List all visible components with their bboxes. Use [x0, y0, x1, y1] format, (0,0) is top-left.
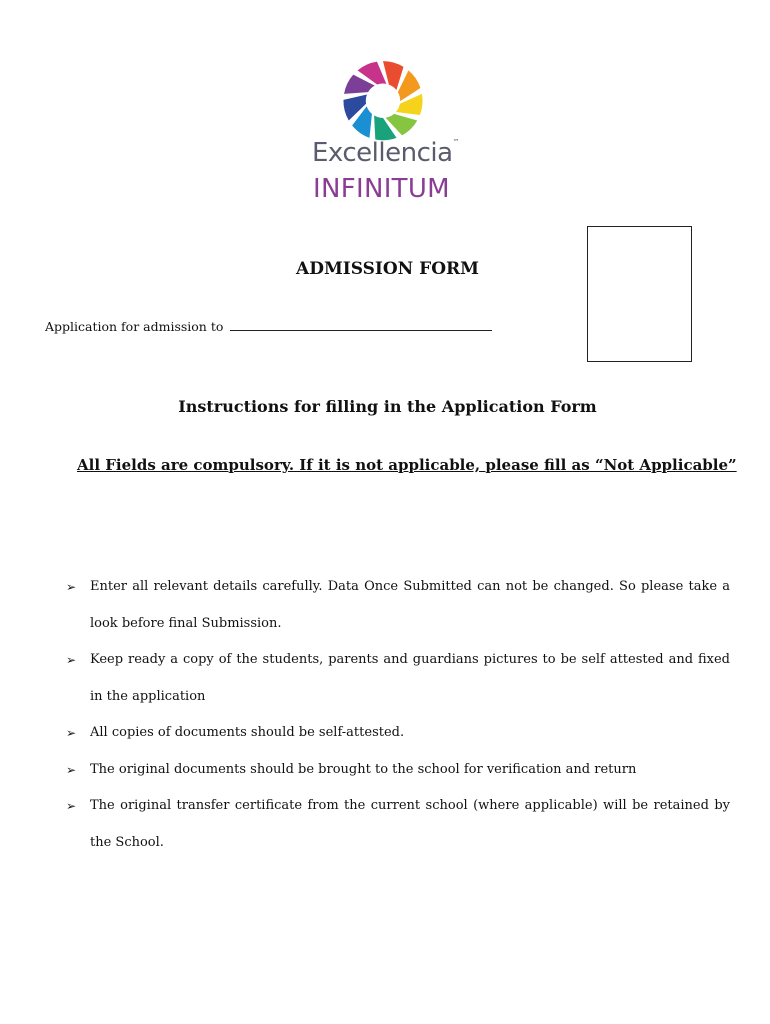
logo-petal	[383, 61, 403, 90]
arrow-bullet-icon: ➢	[66, 762, 77, 777]
list-item: ➢ The original transfer certificate from the current school (where applicable) will be retained by the School.	[66, 788, 730, 861]
logo-swirl-icon	[340, 56, 426, 142]
arrow-bullet-icon: ➢	[66, 580, 77, 594]
photo-placeholder-box	[587, 226, 692, 362]
arrow-bullet-icon: ➢	[66, 653, 77, 667]
compulsory-note: All Fields are compulsory. If it is not applicable, please fill as “Not Applicable”	[77, 456, 737, 474]
application-label: Application for admission to	[45, 319, 224, 334]
instructions-heading: Instructions for filling in the Application Form	[178, 397, 597, 416]
instructions-list	[66, 569, 730, 861]
logo-subname: INFINITUM	[313, 174, 450, 204]
arrow-bullet-icon: ➢	[66, 726, 77, 740]
list-item: ➢ Enter all relevant details carefully. Data Once Submitted can not be changed. So please take a look before final Submission.	[66, 569, 730, 642]
school-logo	[300, 56, 470, 216]
page-title: ADMISSION FORM	[296, 259, 479, 279]
logo-center	[368, 86, 397, 115]
arrow-bullet-icon: ➢	[66, 799, 77, 813]
application-blank-field[interactable]	[230, 318, 492, 331]
application-line	[45, 318, 492, 334]
logo-wordmark: Excellencia™	[312, 138, 460, 168]
list-item: ➢ The original documents should be brought to the school for verification and return	[66, 752, 730, 789]
list-item: ➢ All copies of documents should be self-attested.	[66, 715, 730, 752]
list-item: ➢ Keep ready a copy of the students, parents and guardians pictures to be self attested and fixed in the application	[66, 642, 730, 715]
